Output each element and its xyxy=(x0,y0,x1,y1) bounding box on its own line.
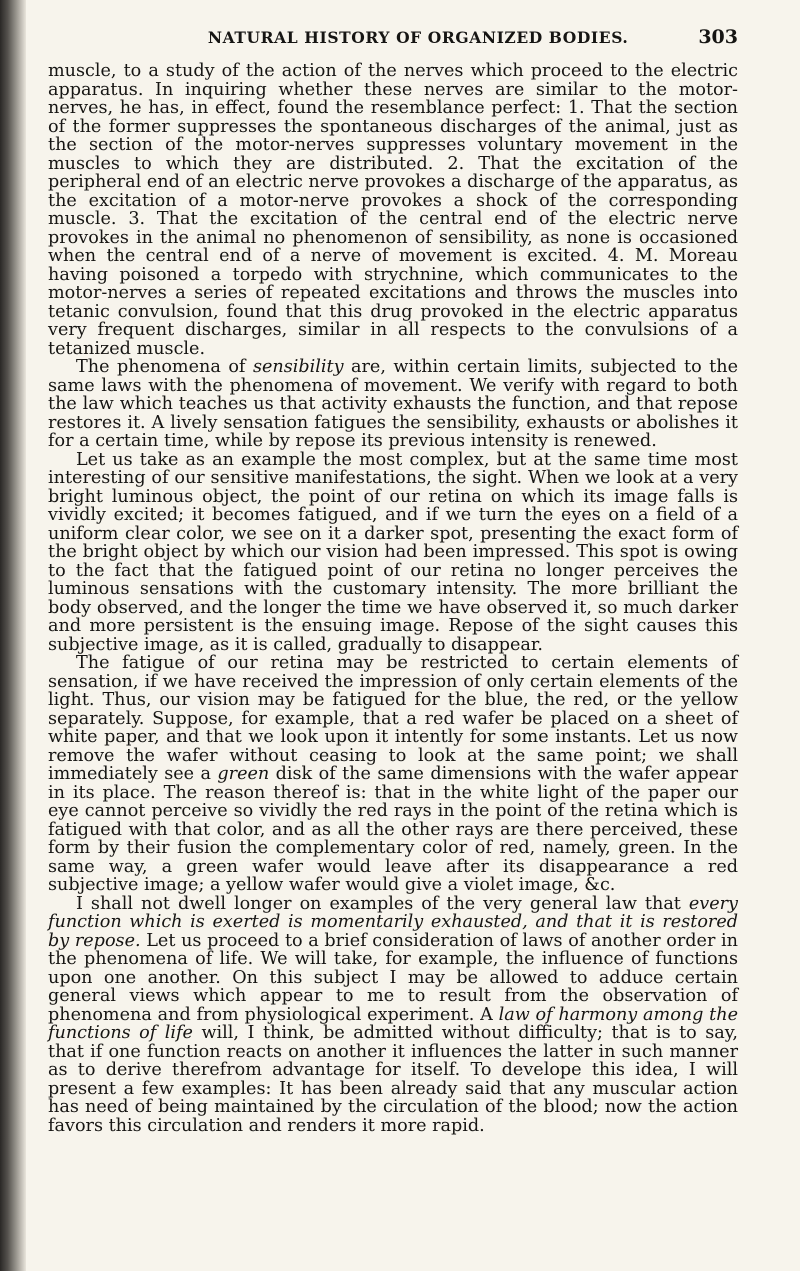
paragraph-sensibility xyxy=(48,358,738,451)
text-run: muscle, to a study of the action of the nerves which proceed to the electric apparatus. In inquiring whether these nerves are similar to the motor-nerves, he has, in effect, found the resemblance perfect: 1. That the section of the former suppresses the spontaneous discharges of the animal, just as the section of the motor-nerves suppresses voluntary movement in the muscles to which they are distributed. 2. That the excitation of the peripheral end of an electric nerve provokes a discharge of the apparatus, as the excitation of a motor-nerve provokes a shock of the corresponding muscle. 3. That the excitation of the central end of the electric nerve provokes in the animal no phenomenon of sensibility, as none is occasioned when the central end of a nerve of movement is excited. 4. M. Moreau having poisoned a torpedo with strychnine, which communicates to the motor-nerves a series of repeated excitations and throws the muscles into tetanic convulsion, found that this drug provoked in the electric apparatus very frequent discharges, similar in all respects to the convulsions of a tetanized muscle. xyxy=(48,61,738,359)
text-run: The fatigue of our retina may be restricted to certain elements of sensation, if we have received the impression of only certain elements of the light. Thus, our vision may be fatigued for the blue, the red, or the yellow separately. Suppose, for example, that a red wafer be placed on a sheet of white paper, and that we look upon it intently for some instants. Let us now remove the wafer without ceasing to look at the same point; we shall immediately see a xyxy=(48,653,738,784)
text-run: are, within certain limits, subjected to the same laws with the phenomena of movement. We verify with regard to both the law which teaches us that activity exhausts the function, and that repose restores it. A lively sensation fatigues the sensibility, exhausts or abolishes it for a certain time, while by repose its previous intensity is renewed. xyxy=(48,357,738,451)
text-run: The phenomena of xyxy=(76,357,253,377)
paragraph-continuation xyxy=(48,62,738,358)
page-number: 303 xyxy=(698,26,738,48)
italic-run: green xyxy=(217,764,270,784)
page-header xyxy=(48,26,738,62)
text-run: I shall not dwell longer on examples of the very general law that xyxy=(76,893,689,914)
body-text xyxy=(48,62,738,1135)
italic-run: sensibility xyxy=(252,357,344,377)
book-binding-shadow xyxy=(0,0,26,1271)
text-run: disk of the same dimensions with the wafer appear in its place. The reason thereof is: that in the white light of the paper our eye cannot perceive so vividly the red rays in the point of the retina which is fatigued with that color, and as all the other rays are there perceived, these form by their fusion the complementary color of red, namely, green. In the same way, a green wafer would leave after its disappearance a red subjective image; a yellow wafer would give a violet image, &c. xyxy=(48,764,738,895)
running-title: NATURAL HISTORY OF ORGANIZED BODIES. xyxy=(207,28,629,47)
paragraph-retina-fatigue xyxy=(48,654,738,895)
italic-run: every function which is exerted is momentarily exhausted, and that it is restored by repose. xyxy=(48,893,738,951)
book-page xyxy=(48,26,738,1135)
paragraph-law-of-harmony xyxy=(48,895,738,1136)
text-run: Let us proceed to a brief consideration of laws of another order in the phenomena of life. We will take, for example, the influence of functions upon one another. On this subject I may be allowed to adduce certain general views which appear to me to result from the observation of phenomena and from physiological experiment. A xyxy=(48,930,738,1025)
italic-run: law of harmony among the functions of life xyxy=(48,1004,738,1043)
text-run: Let us take as an example the most complex, but at the same time most interesting of our sensitive manifestations, the sight. When we look at a very bright luminous object, the point of our retina on which its image falls is vividly excited; it becomes fatigued, and if we turn the eyes on a field of a uniform clear color, we see on it a darker spot, presenting the exact form of the bright object by which our vision had been impressed. This spot is owing to the fact that the fatigued point of our retina no longer perceives the luminous sensations with the customary intensity. The more brilliant the body observed, and the longer the time we have observed it, so much darker and more persistent is the ensuing image. Repose of the sight causes this subjective image, as it is called, gradually to disappear. xyxy=(48,449,738,655)
text-run: will, I think, be admitted without difficulty; that is to say, that if one function reacts on another it influences the latter in such manner as to derive therefrom advantage for itself. To develope this idea, I will present a few examples: It has been already said that any muscular action has need of being maintained by the circulation of the blood; now the action favors this circulation and renders it more rapid. xyxy=(48,1023,738,1136)
paragraph-sight xyxy=(48,451,738,655)
